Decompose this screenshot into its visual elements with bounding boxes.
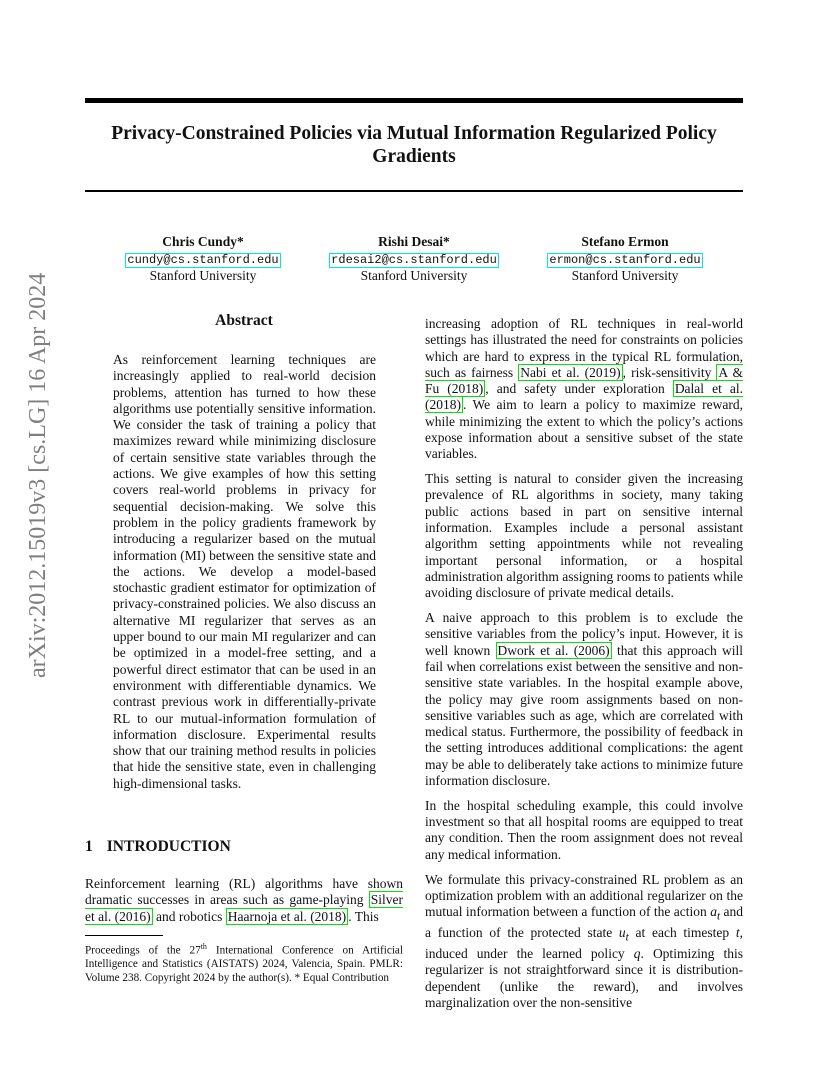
intro-column-right: [425, 316, 743, 1020]
author-email-link[interactable]: ermon@cs.stanford.edu: [549, 252, 701, 267]
text-run: We formulate this privacy-constrained RL problem as an optimization problem with an additional regularizer on the mutual information between a function of the action: [425, 871, 743, 920]
text-run: Proceedings of the 27: [85, 944, 201, 957]
math-subscript: t: [625, 931, 629, 944]
abstract-paragraph: As reinforcement learning techniques are increasingly applied to real-world decision problems, attention has turned to how these algorithms use potentially sensitive information. We consider the task of training a policy that maximizes reward while minimizing disclosure of certain sensitive state variables through the actions. We give examples of how this setting covers real-world problems in privacy for sequential decision-making. We solve this problem in the policy gradients framework by introducing a regularizer based on the mutual information (MI) between the sensitive state and the actions. We develop a model-based stochastic gradient estimator for optimization of privacy-constrained policies. We also discuss an alternative MI regularizer that serves as an upper bound to our main MI regularizer and can be optimized in a model-free setting, and a powerful direct estimator that can be used in an environment with differentiable dynamics. We contrast previous work in differentially-private RL to our mutual-information formulation of information disclosure. Experimental results show that our training method results in policies that hide the sensitive state, even in challenging high-dimensional tasks.: [113, 352, 376, 791]
citation-link[interactable]: Silver et al. (2016): [85, 892, 403, 924]
math-variable: t: [735, 925, 740, 941]
author-name: Chris Cundy*: [162, 234, 244, 249]
math-subscript: t: [716, 910, 721, 923]
author-block-3: [525, 234, 725, 284]
paper-title: Privacy-Constrained Policies via Mutual Information Regularized Policy Gradients: [111, 123, 717, 167]
text-run: and a function of the protected state: [425, 904, 743, 941]
author-email-link[interactable]: rdesai2@cs.stanford.edu: [331, 252, 497, 267]
math-variable: q: [633, 946, 641, 962]
text-run: International Conference on Artificial Intelligence and Statistics (AISTATS) 2024, Valencia, Spain. PMLR: Volume 238. Copyright 2024 by the author(s). * Equal Contribution: [85, 944, 403, 984]
math-variable: u: [618, 925, 626, 941]
section-number: 1: [85, 838, 93, 855]
author-block-2: [314, 234, 514, 284]
citation-link[interactable]: Dalal et al. (2018): [425, 381, 743, 413]
footnote-rule: [85, 935, 163, 936]
superscript: th: [200, 942, 207, 951]
citation-link[interactable]: Haarnoja et al. (2018): [227, 908, 347, 924]
text-run: . We aim to learn a policy to maximize reward, while minimizing the extent to which the policy’s actions expose information about a sensitive subset of the state variables.: [425, 397, 743, 462]
body-paragraph: [425, 872, 743, 1012]
text-run: , induced under the learned policy: [425, 925, 743, 962]
author-affiliation: Stanford University: [360, 267, 468, 283]
text-run: that this approach will fail when correlations exist between the sensitive and non-sensitive state variables. In the hospital example above, the policy may give room assignments based on non-sensitive variables such as age, which are correlated with medical status. Furthermore, the possibility of feedback in the setting introduces additional complications: the agent may be able to deliberately take actions to minimize future information disclosure.: [425, 642, 743, 789]
author-name: Rishi Desai*: [378, 234, 450, 249]
citation-link[interactable]: A & Fu (2018): [425, 364, 744, 397]
body-paragraph: In the hospital scheduling example, this could involve investment so that all hospital rooms are equipped to treat any condition. Then the room assignment does not reveal any medical information.: [425, 797, 743, 862]
title-rule-bottom: [85, 190, 743, 192]
citation-link[interactable]: Dwork et al. (2006): [497, 642, 610, 658]
text-run: , and safety under exploration: [485, 381, 673, 397]
title-rule-top: [85, 98, 743, 103]
arxiv-identifier: [22, 272, 54, 678]
text-run: . Optimizing this regularizer is not straightforward since it is distribution-dependent (unlike the reward), and involves marginalization over the non-sensitive: [425, 946, 743, 1010]
text-run: A naive approach to this problem is to exclude the sensitive variables from the policy’s input. However, it is well known: [425, 610, 743, 658]
intro-paragraph: [85, 876, 403, 925]
author-email-link[interactable]: cundy@cs.stanford.edu: [127, 252, 279, 267]
footnote: [85, 940, 403, 986]
section-heading: [85, 838, 231, 856]
text-run: , risk-sensitivity: [622, 364, 717, 380]
author-affiliation: Stanford University: [149, 267, 257, 283]
author-name: Stefano Ermon: [581, 234, 669, 249]
citation-link[interactable]: Nabi et al. (2019): [520, 364, 621, 380]
abstract-text: [113, 352, 376, 801]
body-paragraph: [425, 316, 743, 463]
author-affiliation: Stanford University: [571, 267, 679, 283]
body-paragraph: This setting is natural to consider given the increasing prevalence of RL algorithms in society, many taking public actions based in part on sensitive internal information. Examples include a personal assistant algorithm setting appointments while not revealing important personal information, or a hospital administration algorithm assigning rooms to patients while avoiding disclosure of private medical details.: [425, 471, 743, 601]
text-run: increasing adoption of RL techniques in real-world settings has illustrated the need for constraints on policies which are hard to express in the typical RL formulation, such as fairness: [425, 316, 743, 380]
text-run: and robotics: [152, 908, 226, 924]
arxiv-id-text: arXiv:2012.15019v3 [cs.LG] 16 Apr 2024: [25, 272, 51, 678]
abstract-heading: Abstract: [215, 312, 273, 329]
section-title: INTRODUCTION: [106, 838, 231, 855]
math-variable: a: [710, 904, 717, 920]
body-paragraph: [425, 610, 743, 789]
text-run: . This: [348, 908, 379, 924]
text-run: Reinforcement learning (RL) algorithms have shown dramatic successes in areas such as game-playing: [85, 876, 403, 908]
intro-column-left: [85, 876, 403, 933]
author-block-1: [103, 234, 303, 284]
text-run: at each timestep: [628, 925, 736, 941]
